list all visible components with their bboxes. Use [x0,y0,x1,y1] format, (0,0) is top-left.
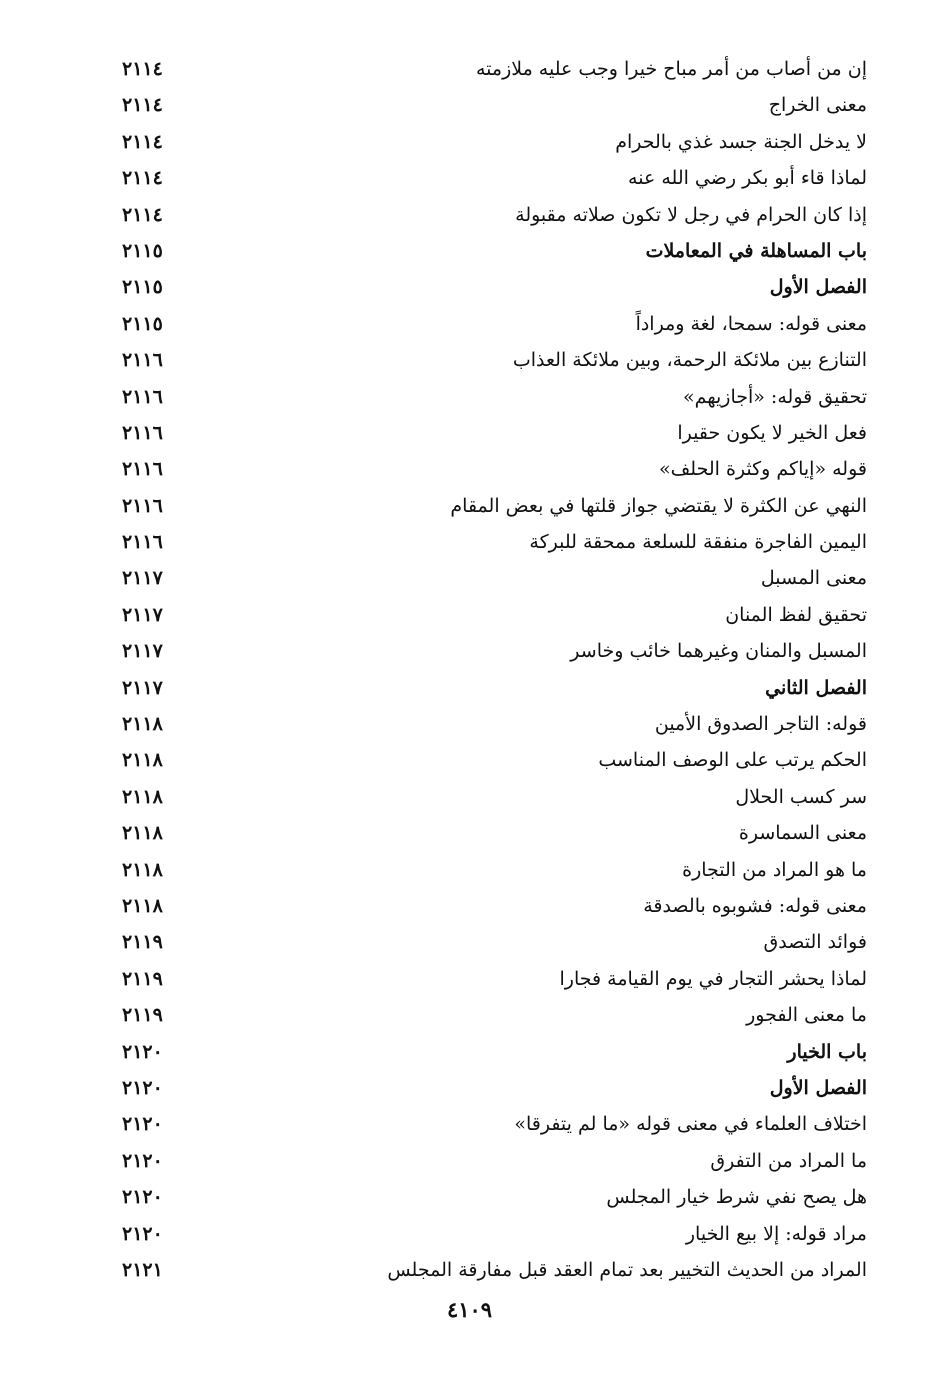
index-entry [100,561,875,597]
entry-title: قوله: التاجر الصدوق الأمين [654,713,867,736]
entry-page-number: ٢١١٤ [122,94,163,117]
entry-title: المسبل والمنان وغيرهما خائب وخاسر [570,640,867,663]
index-entry [100,125,875,161]
entry-page-number: ٢١١٥ [122,239,163,262]
entry-page-number: ٢١١٦ [122,458,163,481]
entry-page-number: ٢١٢٠ [122,1113,163,1136]
index-entry [100,598,875,634]
index-entry [100,1217,875,1253]
section-heading: باب المساهلة في المعاملات [645,239,867,262]
section-heading: الفصل الثاني [765,676,867,699]
entry-page-number: ٢١١٦ [122,494,163,517]
index-entry [100,1253,875,1289]
entry-page-number: ٢١٢٠ [122,1149,163,1172]
page-number: ٤١٠٩ [446,1297,493,1322]
index-entry [100,452,875,488]
entry-page-number: ٢١١٤ [122,203,163,226]
entry-page-number: ٢١١٤ [122,130,163,153]
index-entry [100,1107,875,1143]
index-entry [100,234,875,270]
index-entry [100,380,875,416]
entry-page-number: ٢١١٧ [122,676,163,699]
entry-page-number: ٢١١٨ [122,785,163,808]
entry-title: المراد من الحديث التخيير بعد تمام العقد قبل مفارقة المجلس [387,1258,867,1281]
index-entry [100,1035,875,1071]
index-entry [100,198,875,234]
entry-page-number: ٢١١٦ [122,349,163,372]
entry-page-number: ٢١٢١ [122,1258,163,1281]
section-heading: الفصل الأول [769,276,867,299]
entry-title: الحكم يرتب على الوصف المناسب [598,749,867,772]
index-entry [100,161,875,197]
entry-page-number: ٢١١٥ [122,276,163,299]
entry-page-number: ٢١٢٠ [122,1040,163,1063]
index-entry [100,1144,875,1180]
entry-title: النهي عن الكثرة لا يقتضي جواز قلتها في بعض المقام [450,494,867,517]
entry-title: ما معنى الفجور [746,1004,867,1027]
index-entry [100,416,875,452]
entry-page-number: ٢١١٤ [122,58,163,80]
entry-page-number: ٢١١٤ [122,167,163,190]
index-entry [100,707,875,743]
entry-title: معنى المسبل [760,567,867,590]
index-entry [100,671,875,707]
index-entry [100,525,875,561]
entry-title: لماذا يحشر التجار في يوم القيامة فجارا [559,967,867,990]
index-entry [100,634,875,670]
entry-title: التنازع بين ملائكة الرحمة، وبين ملائكة العذاب [512,349,867,372]
entry-page-number: ٢١٢٠ [122,1222,163,1245]
entry-page-number: ٢١١٨ [122,858,163,881]
entry-page-number: ٢١١٧ [122,603,163,626]
entry-page-number: ٢١١٩ [122,1004,163,1027]
entry-page-number: ٢١١٨ [122,713,163,736]
index-entry [100,489,875,525]
entry-title: لماذا قاء أبو بكر رضي الله عنه [628,167,867,190]
entry-page-number: ٢١١٧ [122,567,163,590]
index-entry [100,343,875,379]
entry-page-number: ٢١١٧ [122,640,163,663]
index-entry [100,962,875,998]
entry-title: ما المراد من التفرق [710,1149,867,1172]
entry-title: معنى السماسرة [738,822,867,845]
index-entry [100,270,875,306]
entry-page-number: ٢١٢٠ [122,1186,163,1209]
entry-title: ما هو المراد من التجارة [682,858,867,881]
index-entry [100,88,875,124]
index-list [100,52,875,1289]
entry-title: إذا كان الحرام في رجل لا تكون صلاته مقبولة [515,203,867,226]
index-entry [100,925,875,961]
entry-page-number: ٢١١٦ [122,531,163,554]
entry-title: اختلاف العلماء في معنى قوله «ما لم يتفرقا» [514,1113,867,1136]
index-entry [100,307,875,343]
section-heading: باب الخيار [787,1040,867,1063]
entry-title: قوله «إياكم وكثرة الحلف» [659,458,867,481]
section-heading: الفصل الأول [769,1076,867,1099]
entry-title: سر كسب الحلال [735,785,867,808]
entry-page-number: ٢١٢٠ [122,1076,163,1099]
entry-title: فوائد التصدق [763,931,867,954]
index-entry [100,780,875,816]
entry-title: معنى قوله: سمحا، لغة ومراداً [635,312,867,335]
entry-title: تحقيق قوله: «أجازيهم» [682,385,867,408]
entry-page-number: ٢١١٨ [122,894,163,917]
index-entry [100,889,875,925]
index-entry [100,853,875,889]
index-entry [100,743,875,779]
entry-title: معنى قوله: فشوبوه بالصدقة [643,894,867,917]
entry-page-number: ٢١١٦ [122,421,163,444]
index-entry [100,52,875,88]
entry-title: مراد قوله: إلا بيع الخيار [685,1222,867,1245]
index-entry [100,998,875,1034]
entry-title: هل يصح نفي شرط خيار المجلس [606,1186,867,1209]
entry-title: اليمين الفاجرة منفقة للسلعة ممحقة للبركة [529,531,867,554]
entry-page-number: ٢١١٥ [122,312,163,335]
index-entry [100,816,875,852]
entry-title: إن من أصاب من أمر مباح خيرا وجب عليه ملازمته [475,58,867,80]
entry-title: معنى الخراج [768,94,867,117]
entry-title: لا يدخل الجنة جسد غذي بالحرام [615,130,867,153]
entry-page-number: ٢١١٨ [122,822,163,845]
entry-title: تحقيق لفظ المنان [725,603,867,626]
index-entry [100,1180,875,1216]
entry-title: فعل الخير لا يكون حقيرا [677,421,867,444]
entry-page-number: ٢١١٩ [122,967,163,990]
entry-page-number: ٢١١٨ [122,749,163,772]
entry-page-number: ٢١١٦ [122,385,163,408]
index-entry [100,1071,875,1107]
entry-page-number: ٢١١٩ [122,931,163,954]
